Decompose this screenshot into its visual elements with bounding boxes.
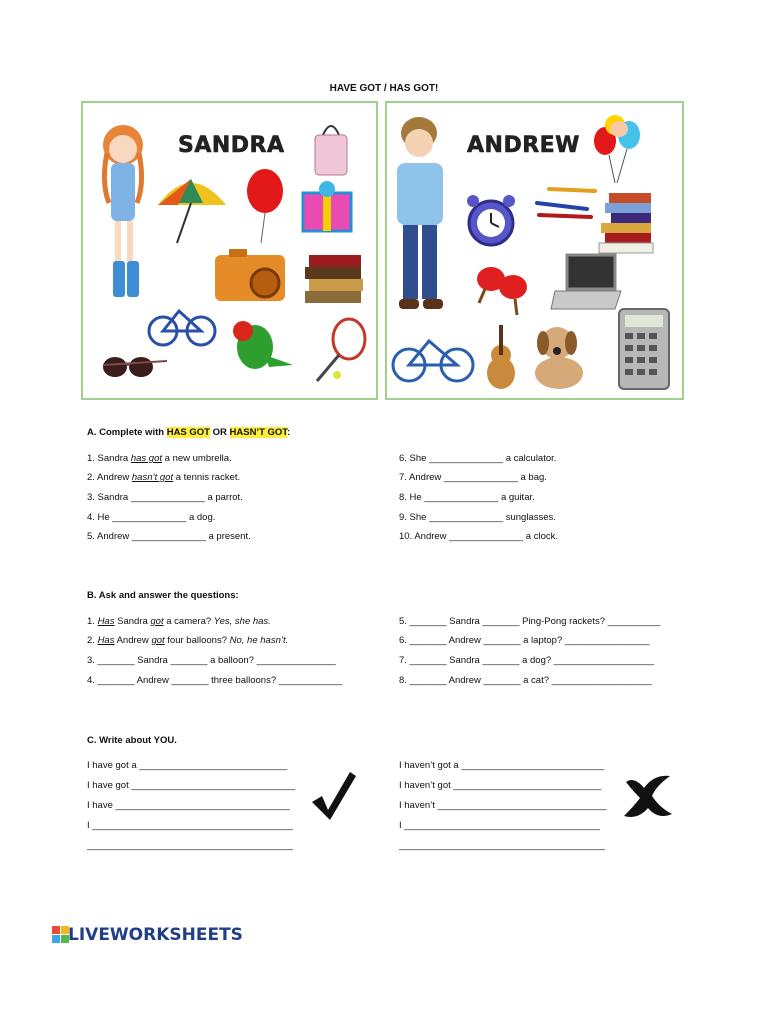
item-prefix: 2. Andrew: [87, 472, 132, 483]
section-b-heading: B. Ask and answer the questions:: [87, 590, 239, 601]
item-object: four balloons?: [164, 635, 230, 646]
hasnt-got-highlight: HASN’T GOT: [229, 427, 288, 438]
example-answer: Has: [97, 635, 115, 646]
example-answer: got: [151, 635, 165, 646]
brand-text: LIVEWORKSHEETS: [68, 925, 243, 945]
ping-pong-rackets-icon: [477, 267, 527, 315]
sunglasses-icon: [103, 357, 167, 377]
sandra-panel: [81, 101, 378, 400]
balloon-icon: [247, 169, 283, 243]
write-line-have-5[interactable]: _______________________________________: [87, 840, 294, 851]
section-a-heading: [87, 427, 290, 438]
write-line-havent-5[interactable]: _______________________________________: [399, 840, 606, 851]
exercise-a-item-8[interactable]: 8. He ______________ a guitar.: [399, 492, 535, 503]
camera-icon: [215, 249, 285, 301]
pens-icon: [537, 189, 595, 217]
item-subject: Andrew: [114, 635, 152, 646]
exercise-b-item-2: [87, 635, 288, 646]
example-answer: has got: [130, 453, 163, 464]
exercise-a-item-4[interactable]: 4. He ______________ a dog.: [87, 512, 216, 523]
item-number: 1.: [87, 616, 98, 627]
write-line-havent-2[interactable]: I haven’t got ____________________________: [399, 780, 602, 791]
check-mark-icon: [308, 768, 358, 824]
andrew-panel: [385, 101, 684, 400]
books-icon: [305, 255, 363, 303]
cross-mark-icon: [620, 772, 676, 822]
exercise-b-item-1: [87, 616, 271, 627]
write-line-have-4[interactable]: I ______________________________________: [87, 820, 294, 831]
section-a-heading-text: A. Complete with: [87, 427, 167, 438]
exercise-a-item-3[interactable]: 3. Sandra ______________ a parrot.: [87, 492, 243, 503]
example-answer: got: [150, 616, 164, 627]
balloons-icon: [594, 115, 640, 183]
example-answer: hasn’t got: [131, 472, 174, 483]
item-object: a camera?: [163, 616, 214, 627]
item-prefix: 1. Sandra: [87, 453, 131, 464]
write-line-havent-1[interactable]: I haven’t got a ___________________________: [399, 760, 604, 771]
example-short-answer: No, he hasn’t.: [229, 635, 289, 646]
example-short-answer: Yes, she has.: [213, 616, 271, 627]
exercise-b-item-5[interactable]: 5. _______ Sandra _______ Ping-Pong rackets? __________: [399, 616, 661, 627]
clock-icon: [467, 195, 515, 245]
andrew-illustrations: [387, 103, 682, 398]
write-line-have-1[interactable]: I have got a ____________________________: [87, 760, 288, 771]
exercise-a-item-6[interactable]: 6. She ______________ a calculator.: [399, 453, 557, 464]
present-icon: [303, 181, 351, 231]
page-title: HAVE GOT / HAS GOT!: [329, 83, 439, 94]
calculator-icon: [619, 309, 669, 389]
bicycle-icon: [393, 341, 473, 381]
write-line-havent-3[interactable]: I haven’t ________________________________: [399, 800, 607, 811]
tennis-racket-icon: [317, 319, 365, 381]
exercise-a-item-2: [87, 472, 240, 483]
exercise-b-item-8[interactable]: 8. _______ Andrew _______ a cat? ___________________: [399, 675, 653, 686]
section-a-heading-colon: :: [287, 427, 291, 438]
exercise-a-item-1: [87, 453, 232, 464]
guitar-icon: [487, 325, 515, 389]
exercise-a-item-7[interactable]: 7. Andrew ______________ a bag.: [399, 472, 547, 483]
exercise-a-item-10[interactable]: 10. Andrew ______________ a clock.: [399, 531, 558, 542]
bicycle-icon: [149, 311, 215, 345]
girl-figure-icon: [103, 125, 143, 297]
item-suffix: a tennis racket.: [173, 472, 241, 483]
umbrella-icon: [158, 179, 226, 243]
exercise-a-item-5[interactable]: 5. Andrew ______________ a present.: [87, 531, 251, 542]
write-line-have-3[interactable]: I have _________________________________: [87, 800, 290, 811]
exercise-b-item-3[interactable]: 3. _______ Sandra _______ a balloon? _______________: [87, 655, 336, 666]
books-stack-icon: [599, 193, 653, 253]
exercise-b-item-4[interactable]: 4. _______ Andrew _______ three balloons? ____________: [87, 675, 343, 686]
laptop-icon: [551, 255, 621, 309]
write-line-havent-4[interactable]: I _____________________________________: [399, 820, 600, 831]
dog-icon: [535, 327, 583, 389]
section-a-heading-or: OR: [209, 427, 230, 438]
boy-figure-icon: [397, 117, 443, 309]
item-number: 2.: [87, 635, 98, 646]
item-suffix: a new umbrella.: [162, 453, 232, 464]
example-answer: Has: [97, 616, 115, 627]
sandra-illustrations: [83, 103, 376, 398]
sandra-name: SANDRA: [178, 133, 285, 158]
andrew-name: ANDREW: [467, 133, 580, 158]
item-subject: Sandra: [114, 616, 151, 627]
exercise-b-item-7[interactable]: 7. _______ Sandra _______ a dog? ___________________: [399, 655, 655, 666]
bag-icon: [315, 126, 347, 175]
parrot-icon: [233, 321, 293, 369]
has-got-highlight: HAS GOT: [166, 427, 210, 438]
exercise-a-item-9[interactable]: 9. She ______________ sunglasses.: [399, 512, 556, 523]
write-line-have-2[interactable]: I have got _______________________________: [87, 780, 296, 791]
exercise-b-item-6[interactable]: 6. _______ Andrew _______ a laptop? ________________: [399, 635, 650, 646]
section-c-heading: C. Write about YOU.: [87, 735, 177, 746]
